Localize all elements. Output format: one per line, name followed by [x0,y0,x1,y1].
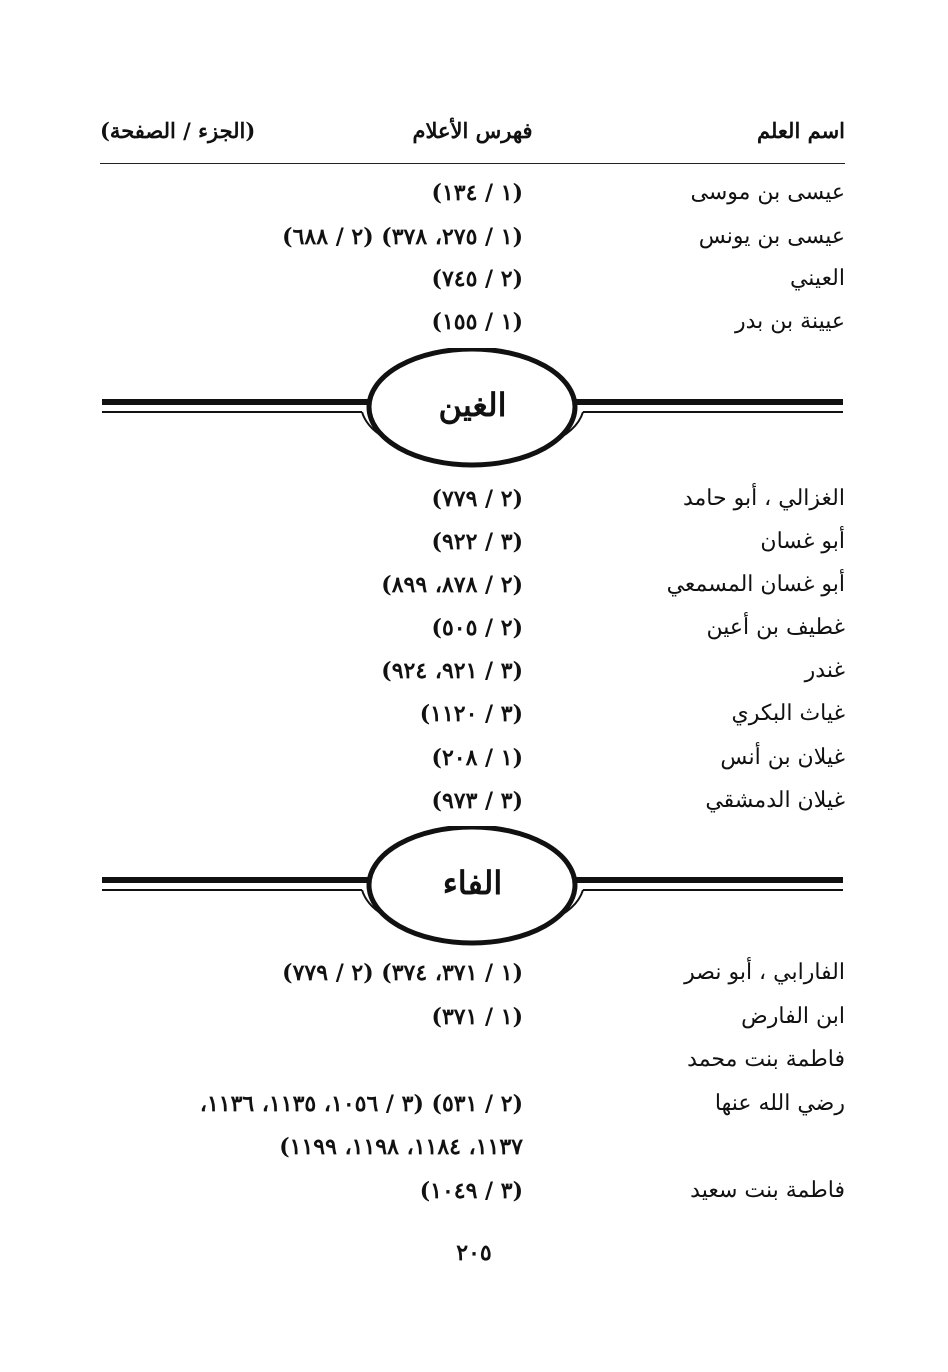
index-entry [100,529,845,569]
entry-reference: (٣ / ٩٢٢) [431,529,523,555]
page-header [100,118,845,158]
index-entry [100,309,845,349]
entry-name: أبو غسان المسمعي [666,572,845,597]
entry-reference: (٢ / ٥٠٥) [431,615,523,641]
section-title: الغين [438,386,507,424]
entry-name: غندر [804,658,845,683]
header-name-column: اسم العلم [756,118,845,143]
entry-reference: (١ / ٢٠٨) [431,745,523,771]
index-entry [100,266,845,306]
index-entry [100,572,845,612]
index-entry [100,701,845,741]
entry-name: غياث البكري [731,701,845,726]
index-entry [100,615,845,655]
entry-name: الفارابي ، أبو نصر [684,960,845,985]
section-title: الفاء [442,864,503,902]
entry-name: الغزالي ، أبو حامد [682,486,845,511]
entry-name: أبو غسان [760,529,845,554]
entry-reference: (٢ / ٥٣١) (٣ / ١٠٥٦، ١١٣٥، ١١٣٦، [199,1091,523,1117]
entry-reference: (٣ / ٩٧٣) [431,788,523,814]
entry-reference: (٣ / ١٠٤٩) [419,1178,523,1204]
entry-name: عيسى بن موسى [690,180,845,205]
entry-name: غطيف بن أعين [706,615,845,640]
index-entry [100,788,845,828]
entry-reference: (١ / ٣٧١) [431,1004,523,1030]
entry-reference: (١ / ١٥٥) [431,309,523,335]
entry-name: غيلان بن أنس [720,745,845,770]
index-entry [100,745,845,785]
entry-name: عيسى بن يونس [698,224,845,249]
index-entry [100,224,845,264]
entry-reference: ١١٣٧، ١١٨٤، ١١٩٨، ١١٩٩) [279,1134,523,1160]
index-entry [100,180,845,220]
index-entry [100,658,845,698]
header-divider [100,163,845,164]
index-entry [100,1004,845,1044]
section-heading-ghain [100,348,845,468]
entry-reference: (٢ / ٨٧٨، ٨٩٩) [381,572,523,598]
entry-name: العيني [789,266,845,291]
index-entry [100,1047,845,1087]
index-entry [100,1091,845,1131]
entry-name: ابن الفارض [741,1004,845,1029]
entry-name: غيلان الدمشقي [705,788,845,813]
entry-reference: (١ / ٣٧١، ٣٧٤) (٢ / ٧٧٩) [282,960,523,986]
page-number: ٢٠٥ [456,1240,492,1266]
entry-reference: (٣ / ١١٢٠) [419,701,523,727]
section-heading-fa [100,826,845,946]
entry-reference: (٢ / ٧٧٩) [431,486,523,512]
index-entry [100,486,845,526]
entry-reference: (١ / ٢٧٥، ٣٧٨) (٢ / ٦٨٨) [282,224,523,250]
entry-name: فاطمة بنت محمد [687,1047,845,1072]
index-entry [100,960,845,1000]
entry-name: عيينة بن بدر [735,309,845,334]
index-entry [100,1178,845,1218]
index-entry-continuation [100,1134,845,1174]
header-reference-column: (الجزء / الصفحة) [100,118,256,143]
entry-name: رضي الله عنها [714,1091,845,1116]
entry-reference: (٣ / ٩٢١، ٩٢٤) [381,658,523,684]
entry-reference: (٢ / ٧٤٥) [431,266,523,292]
page-title: فهرس الأعلام [412,118,533,143]
entry-name: فاطمة بنت سعيد [690,1178,845,1203]
entry-reference: (١ / ١٣٤) [431,180,523,206]
